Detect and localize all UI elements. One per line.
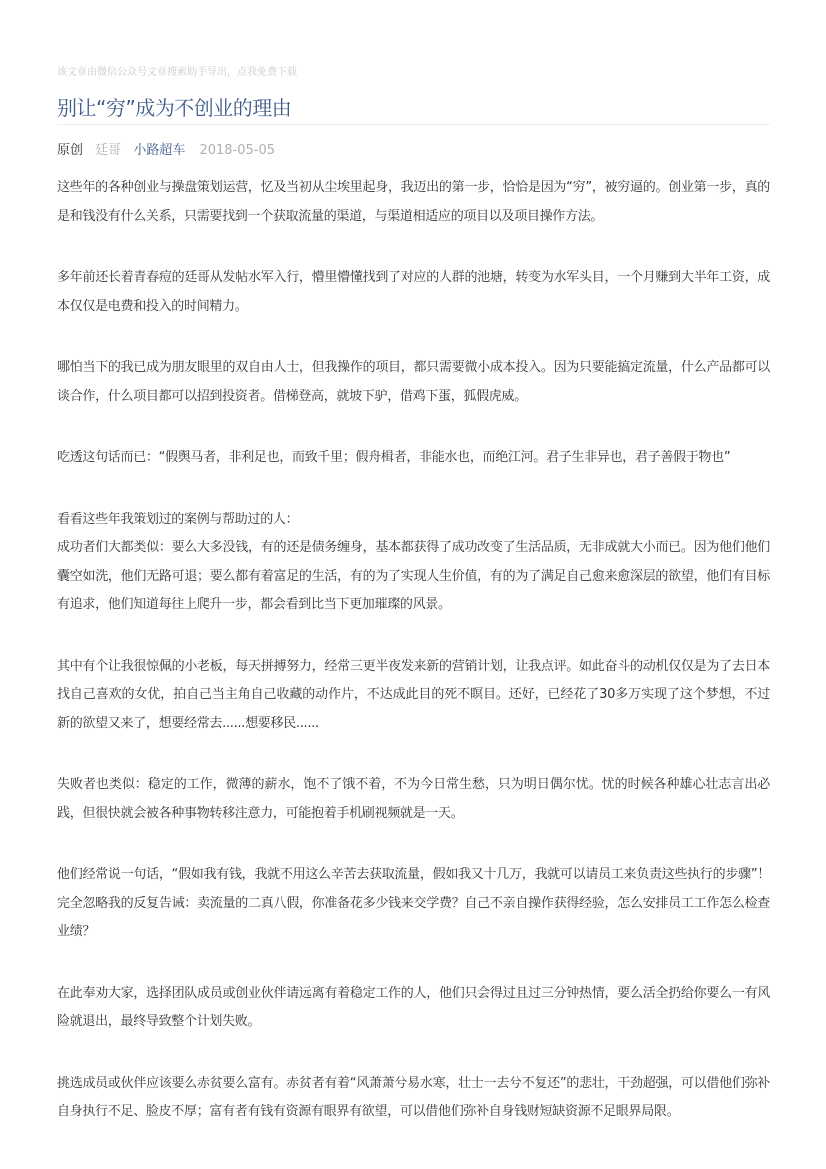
- article-body: [57, 174, 770, 1160]
- article-meta: [57, 139, 283, 158]
- paragraph: 多年前还长着青春痘的廷哥从发帖水军入行，懵里懵懂找到了对应的人群的池塘，转变为水军头目，一个月赚到大半年工资，成本仅仅是电费和投入的时间精力。: [57, 270, 770, 314]
- account-name-link[interactable]: 小路超车: [133, 143, 186, 158]
- paragraph: 在此奉劝大家，选择团队成员或创业伙伴请远离有着稳定工作的人，他们只会得过且过三分钟热情，要么活全扔给你要么一有风险就退出，最终导致整个计划失败。: [57, 985, 770, 1029]
- paragraph: 他们经常说一句话，“假如我有钱，我就不用这么辛苦去获取流量，假如我又十几万，我就可以请员工来负责这些执行的步骤”！完全忽略我的反复告诫：卖流量的二真八假，你准备花多少钱来交学费？自己不亲自操作获得经验，怎么安排员工工作怎么检查业绩？: [57, 867, 770, 939]
- paragraph: 吃透这句话而已：“假舆马者，非利足也，而致千里；假舟楫者，非能水也，而绝江河。君子生非异也，君子善假于物也”: [57, 450, 731, 465]
- paragraph: 看看这些年我策划过的案例与帮助过的人：: [57, 511, 299, 527]
- publish-date: 2018-05-05: [199, 143, 276, 158]
- paragraph: 这些年的各种创业与操盘策划运营，忆及当初从尘埃里起身，我迈出的第一步，恰恰是因为“穷”，被穷逼的。创业第一步，真的是和钱没有什么关系，只需要找到一个获取流量的渠道，与渠道相适应的项目以及项目操作方法。: [57, 180, 770, 224]
- title-divider: [57, 124, 770, 125]
- paragraph: 其中有个让我很惊佩的小老板，每天拼搏努力，经常三更半夜发来新的营销计划，让我点评。如此奋斗的动机仅仅是为了去日本找自己喜欢的女优，拍自己当主角自己收藏的动作片，不达成此目的死不瞑目。还好，已经花了30多万实现了这个梦想，不过新的欲望又来了，想要经常去......想要移民......: [57, 658, 770, 731]
- paragraph: 失败者也类似：稳定的工作，微薄的薪水，饱不了饿不着，不为今日常生愁，只为明日偶尔忧。忧的时候各种雄心壮志言出必践，但很快就会被各种事物转移注意力，可能抱着手机刷视频就是一天。: [57, 777, 770, 821]
- paragraph: 挑选成员或伙伴应该要么赤贫要么富有。赤贫者有着“风萧萧兮易水寒，壮士一去兮不复还”的悲壮，干劲超强，可以借他们弥补自身执行不足、脸皮不厚；富有者有钱有资源有眼界有欲望，可以借他们弥补自身钱财短缺资源不足眼界局限。: [57, 1075, 770, 1119]
- export-download-link[interactable]: 该文章由微信公众号文章搜索助手导出，点我免费下载: [57, 67, 297, 78]
- article-title: 别让“穷”成为不创业的理由: [57, 96, 292, 120]
- paragraph: 哪怕当下的我已成为朋友眼里的双自由人士，但我操作的项目，都只需要微小成本投入。因为只要能搞定流量，什么产品都可以谈合作，什么项目都可以招到投资者。借梯登高，就坡下驴，借鸡下蛋，狐假虎威。: [57, 360, 770, 404]
- original-badge: 原创: [57, 143, 84, 158]
- paragraph: 成功者们大都类似：要么大多没钱，有的还是债务缠身，基本都获得了成功改变了生活品质，无非成就大小而已。因为他们他们囊空如洗，他们无路可退；要么都有着富足的生活，有的为了实现人生价值，有的为了满足自己愈来愈深层的欲望，他们有目标有追求，他们知道每往上爬升一步，都会看到比当下更加璀璨的风景。: [57, 540, 770, 612]
- author-name: 廷哥: [95, 143, 122, 158]
